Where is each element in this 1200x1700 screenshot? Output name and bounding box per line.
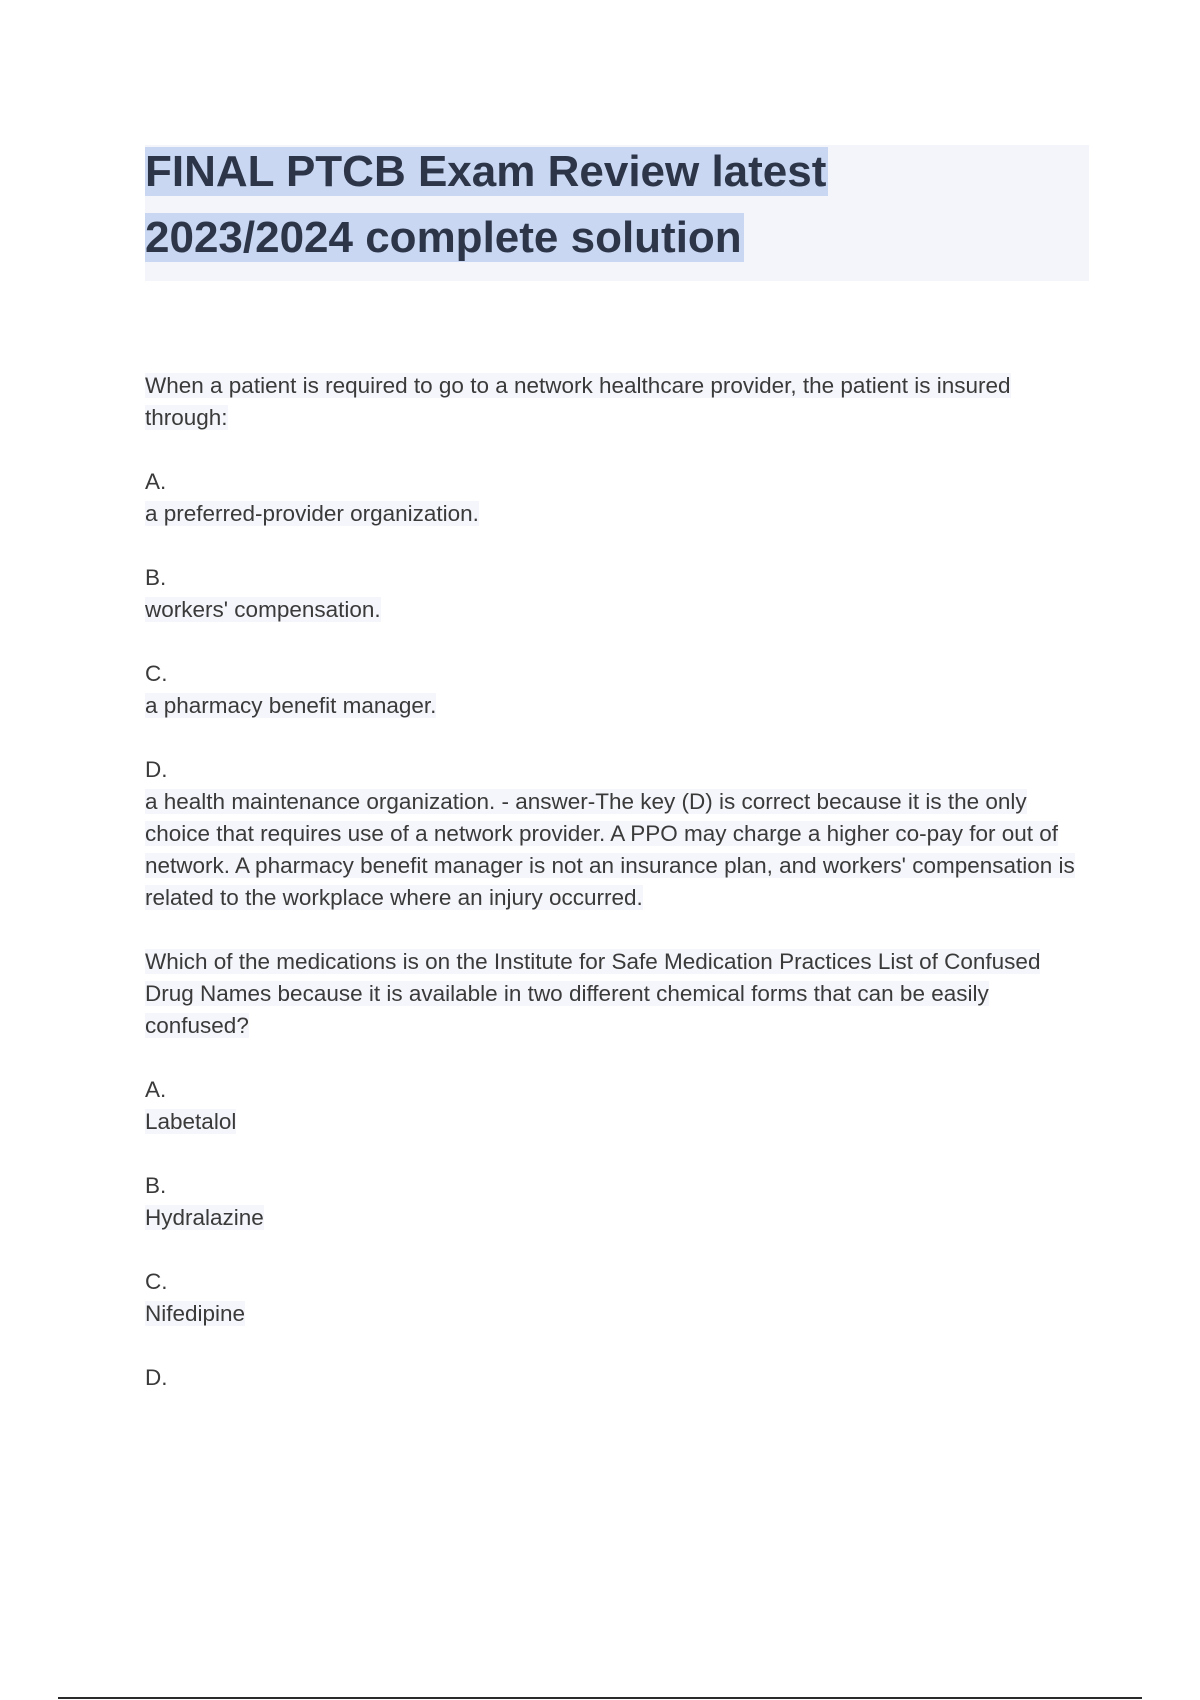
question-1-option-c-text: a pharmacy benefit manager. (145, 693, 437, 718)
question-2-option-a-text: Labetalol (145, 1109, 237, 1134)
question-2-option-b-letter: B. (145, 1173, 167, 1198)
question-1-option-a-letter: A. (145, 469, 167, 494)
question-2-option-a-letter: A. (145, 1077, 167, 1102)
document-body (145, 370, 1085, 1394)
page-bottom-rule (58, 1697, 1142, 1699)
document-title-line-1: FINAL PTCB Exam Review latest (145, 147, 827, 196)
question-2-option-d-letter: D. (145, 1365, 168, 1390)
question-2-option-c-text: Nifedipine (145, 1301, 246, 1326)
question-2-option-b-text: Hydralazine (145, 1205, 264, 1230)
question-1-option-b-letter: B. (145, 565, 167, 590)
question-1-option-a-text: a preferred-provider organization. (145, 501, 479, 526)
question-1-prompt: When a patient is required to go to a network healthcare provider, the patient is insured through: (145, 373, 1011, 430)
question-1-option-d-letter: D. (145, 757, 168, 782)
question-1-option-b-text: workers' compensation. (145, 597, 381, 622)
question-1-option-c-letter: C. (145, 661, 168, 686)
question-2-option-c-letter: C. (145, 1269, 168, 1294)
document-title-line-2: 2023/2024 complete solution (145, 213, 742, 262)
question-2-prompt: Which of the medications is on the Institute for Safe Medication Practices List of Confused Drug Names because it is available in two different chemical forms that can be easily confused? (145, 949, 1041, 1038)
question-1-option-d-answer: a health maintenance organization. - answer-The key (D) is correct because it is the only choice that requires use of a network provider. A PPO may charge a higher co-pay for out of network. A pharmacy benefit manager is not an insurance plan, and workers' compensation is related to the workplace where an injury occurred. (145, 789, 1075, 910)
